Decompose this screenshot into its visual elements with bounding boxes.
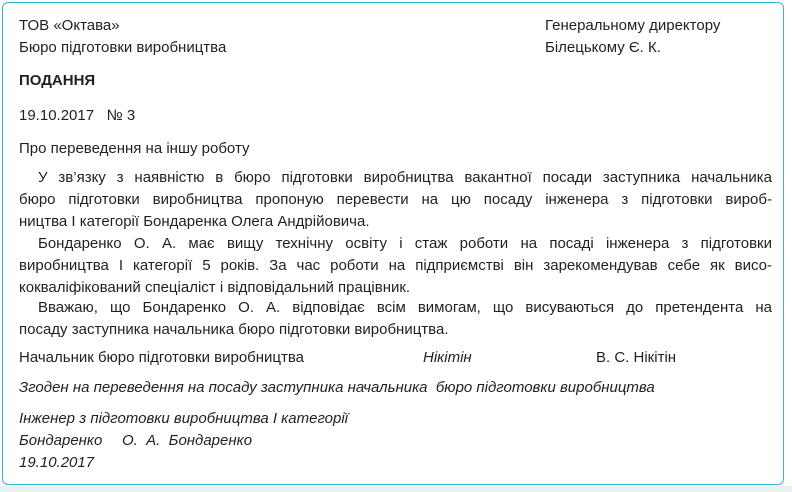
subject-line: Про переведення на іншу роботу xyxy=(19,140,250,157)
body-line: Вважаю, що Бондаренко О. А. відповідає всім вимогам, що висуваються до претендента на xyxy=(38,299,772,316)
consent-handwritten: Бондаренко xyxy=(19,432,103,449)
date-number: 19.10.2017 № 3 xyxy=(19,107,136,124)
sender-department: Бюро підготовки виробництва xyxy=(19,39,227,56)
signature-name: В. С. Нікітін xyxy=(596,349,677,366)
consent-position: Інженер з підготовки виробництва І категорії xyxy=(19,410,349,427)
body-line: кокваліфікований спеціаліст і відповідальний працівник. xyxy=(19,279,411,296)
consent-date: 19.10.2017 xyxy=(19,454,95,471)
body-line: посаду заступника начальника бюро підготовки виробництва. xyxy=(19,321,449,338)
body-line: бюро підготовки виробництва пропоную перевести на цю посаду інженера з підготовки вироб- xyxy=(19,191,772,208)
signature-position: Начальник бюро підготовки виробництва xyxy=(19,349,305,366)
recipient-name: Білецькому Є. К. xyxy=(545,39,661,56)
bottom-band xyxy=(0,486,792,492)
sender-org: ТОВ «Октава» xyxy=(19,17,120,34)
body-line: виробництва І категорії 5 років. За час роботи на підприємстві він зарекомендував себе як висо- xyxy=(19,257,772,274)
document-type: ПОДАННЯ xyxy=(19,72,96,89)
recipient-position: Генеральному директору xyxy=(545,17,721,34)
signature-handwritten: Нікітін xyxy=(423,349,472,366)
body-line: Бондаренко О. А. має вищу технічну освіту і стаж роботи на посаді інженера з підготовки xyxy=(38,235,772,252)
body-line: У зв’язку з наявністю в бюро підготовки виробництва вакантної посади заступника начальника xyxy=(38,169,772,186)
body-line: ництва І категорії Бондаренка Олега Андрійовича. xyxy=(19,213,370,230)
consent-text: Згоден на переведення на посаду заступника начальника бюро підготовки виробництва xyxy=(19,379,655,396)
consent-name: О. А. Бондаренко xyxy=(122,432,253,449)
